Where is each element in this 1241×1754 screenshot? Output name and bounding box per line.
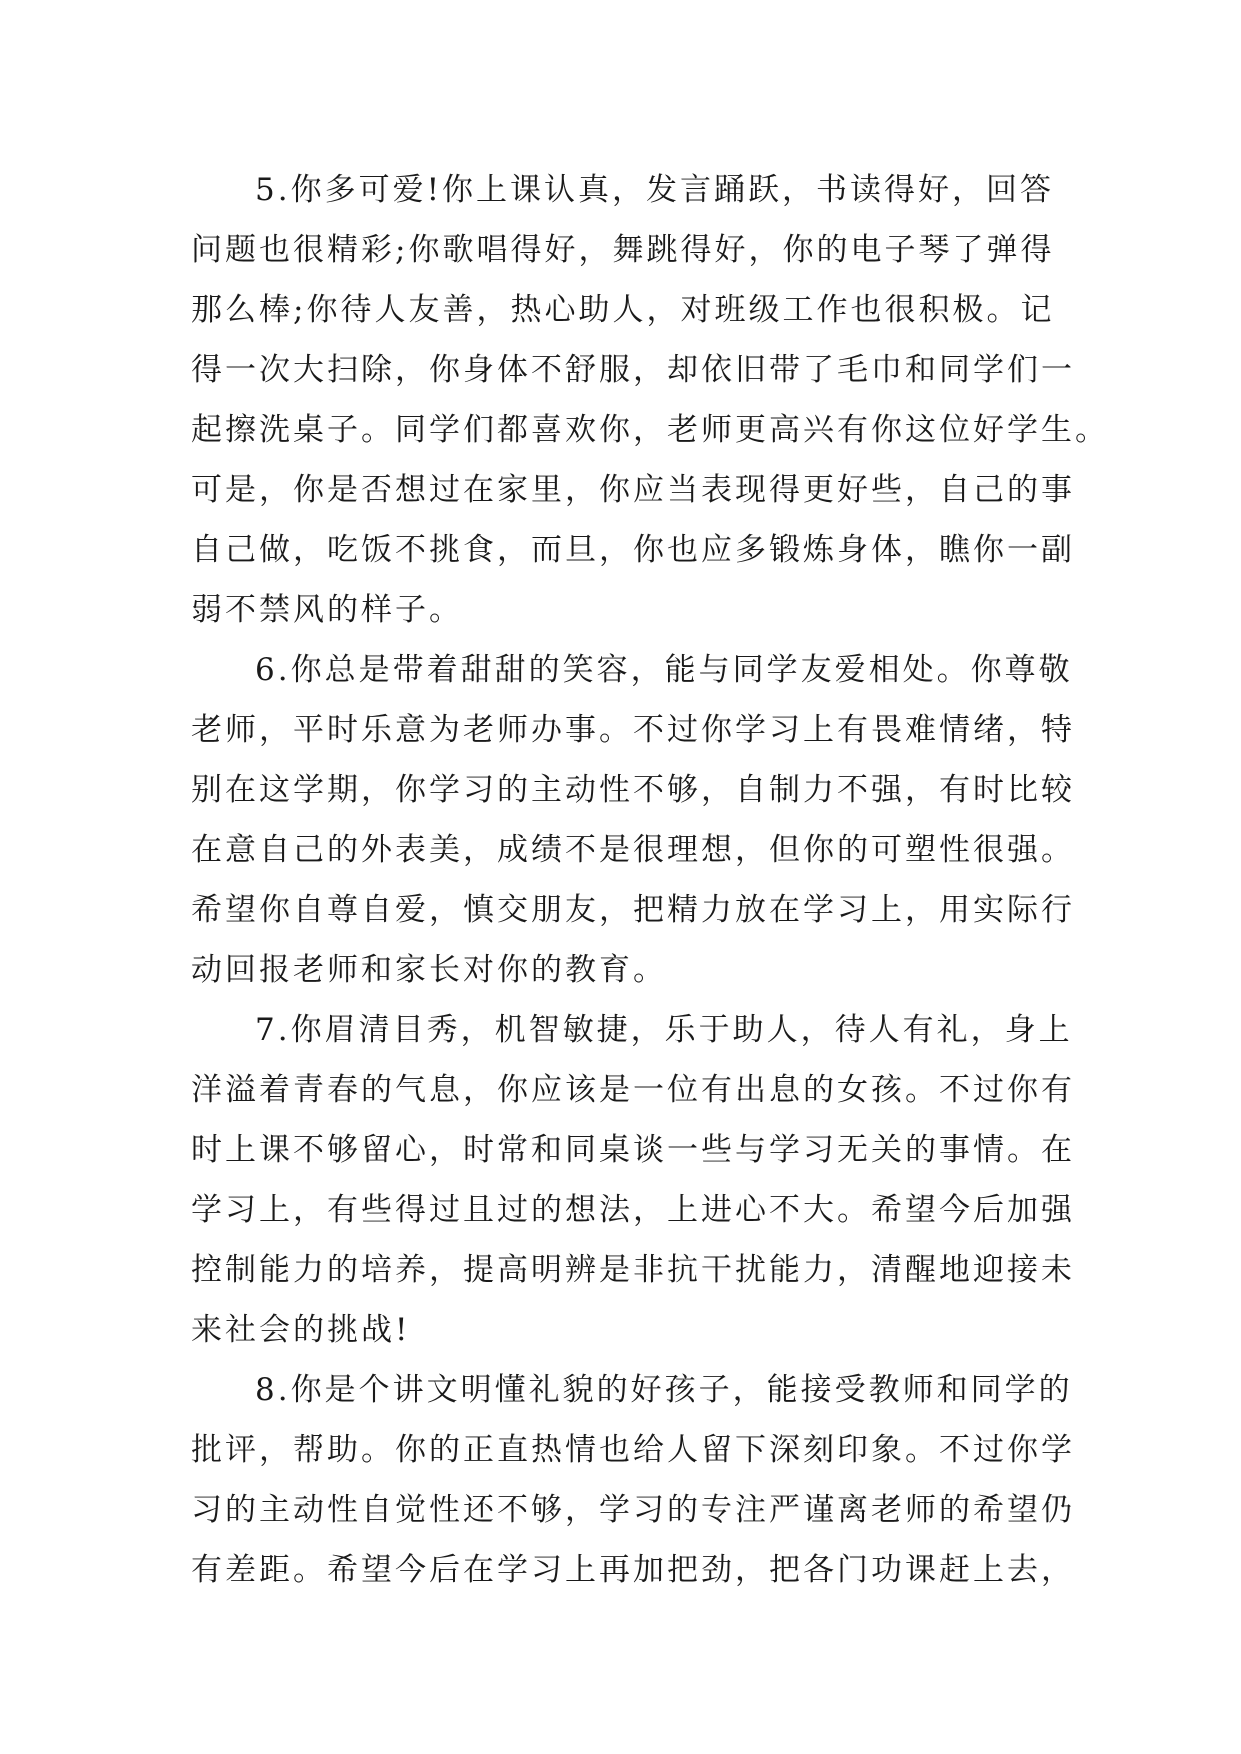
paragraph-7-line-6: 来社会的挑战! <box>191 1312 411 1348</box>
paragraph-8-line-4: 有差距。希望今后在学习上再加把劲，把各门功课赶上去， <box>191 1552 1075 1588</box>
paragraph-6-line-5: 希望你自尊自爱，慎交朋友，把精力放在学习上，用实际行 <box>191 892 1075 928</box>
paragraph-6-line-3: 别在这学期，你学习的主动性不够，自制力不强，有时比较 <box>191 772 1075 808</box>
paragraph-7-line-3: 时上课不够留心，时常和同桌谈一些与学习无关的事情。在 <box>191 1132 1075 1168</box>
paragraph-5-line-3: 那么棒;你待人友善，热心助人，对班级工作也很积极。记 <box>191 292 1055 328</box>
paragraph-5-line-4: 得一次大扫除，你身体不舒服，却依旧带了毛巾和同学们一 <box>191 352 1075 388</box>
paragraph-7-line-1: 7.你眉清目秀，机智敏捷，乐于助人，待人有礼，身上 <box>255 1012 1073 1048</box>
paragraph-5-line-1: 5.你多可爱!你上课认真，发言踊跃，书读得好，回答 <box>255 172 1055 208</box>
paragraph-6-line-6: 动回报老师和家长对你的教育。 <box>191 952 667 988</box>
paragraph-5-line-6: 可是，你是否想过在家里，你应当表现得更好些，自己的事 <box>191 472 1075 508</box>
paragraph-7-line-5: 控制能力的培养，提高明辨是非抗干扰能力，清醒地迎接未 <box>191 1252 1075 1288</box>
paragraph-5-line-8: 弱不禁风的样子。 <box>191 592 463 628</box>
paragraph-7-line-4: 学习上，有些得过且过的想法，上进心不大。希望今后加强 <box>191 1192 1075 1228</box>
paragraph-5-line-7: 自己做，吃饭不挑食，而旦，你也应多锻炼身体，瞧你一副 <box>191 532 1075 568</box>
paragraph-5-line-2: 问题也很精彩;你歌唱得好，舞跳得好，你的电子琴了弹得 <box>191 232 1055 268</box>
paragraph-8-line-1: 8.你是个讲文明懂礼貌的好孩子，能接受教师和同学的 <box>255 1372 1073 1408</box>
paragraph-6-line-4: 在意自己的外表美，成绩不是很理想，但你的可塑性很强。 <box>191 832 1075 868</box>
paragraph-8-line-2: 批评，帮助。你的正直热情也给人留下深刻印象。不过你学 <box>191 1432 1075 1468</box>
paragraph-5-line-5: 起擦洗桌子。同学们都喜欢你，老师更高兴有你这位好学生。 <box>191 412 1109 448</box>
paragraph-6-line-1: 6.你总是带着甜甜的笑容，能与同学友爱相处。你尊敬 <box>255 652 1073 688</box>
paragraph-7-line-2: 洋溢着青春的气息，你应该是一位有出息的女孩。不过你有 <box>191 1072 1075 1108</box>
paragraph-8-line-3: 习的主动性自觉性还不够，学习的专注严谨离老师的希望仍 <box>191 1492 1075 1528</box>
paragraph-6-line-2: 老师，平时乐意为老师办事。不过你学习上有畏难情绪，特 <box>191 712 1075 748</box>
